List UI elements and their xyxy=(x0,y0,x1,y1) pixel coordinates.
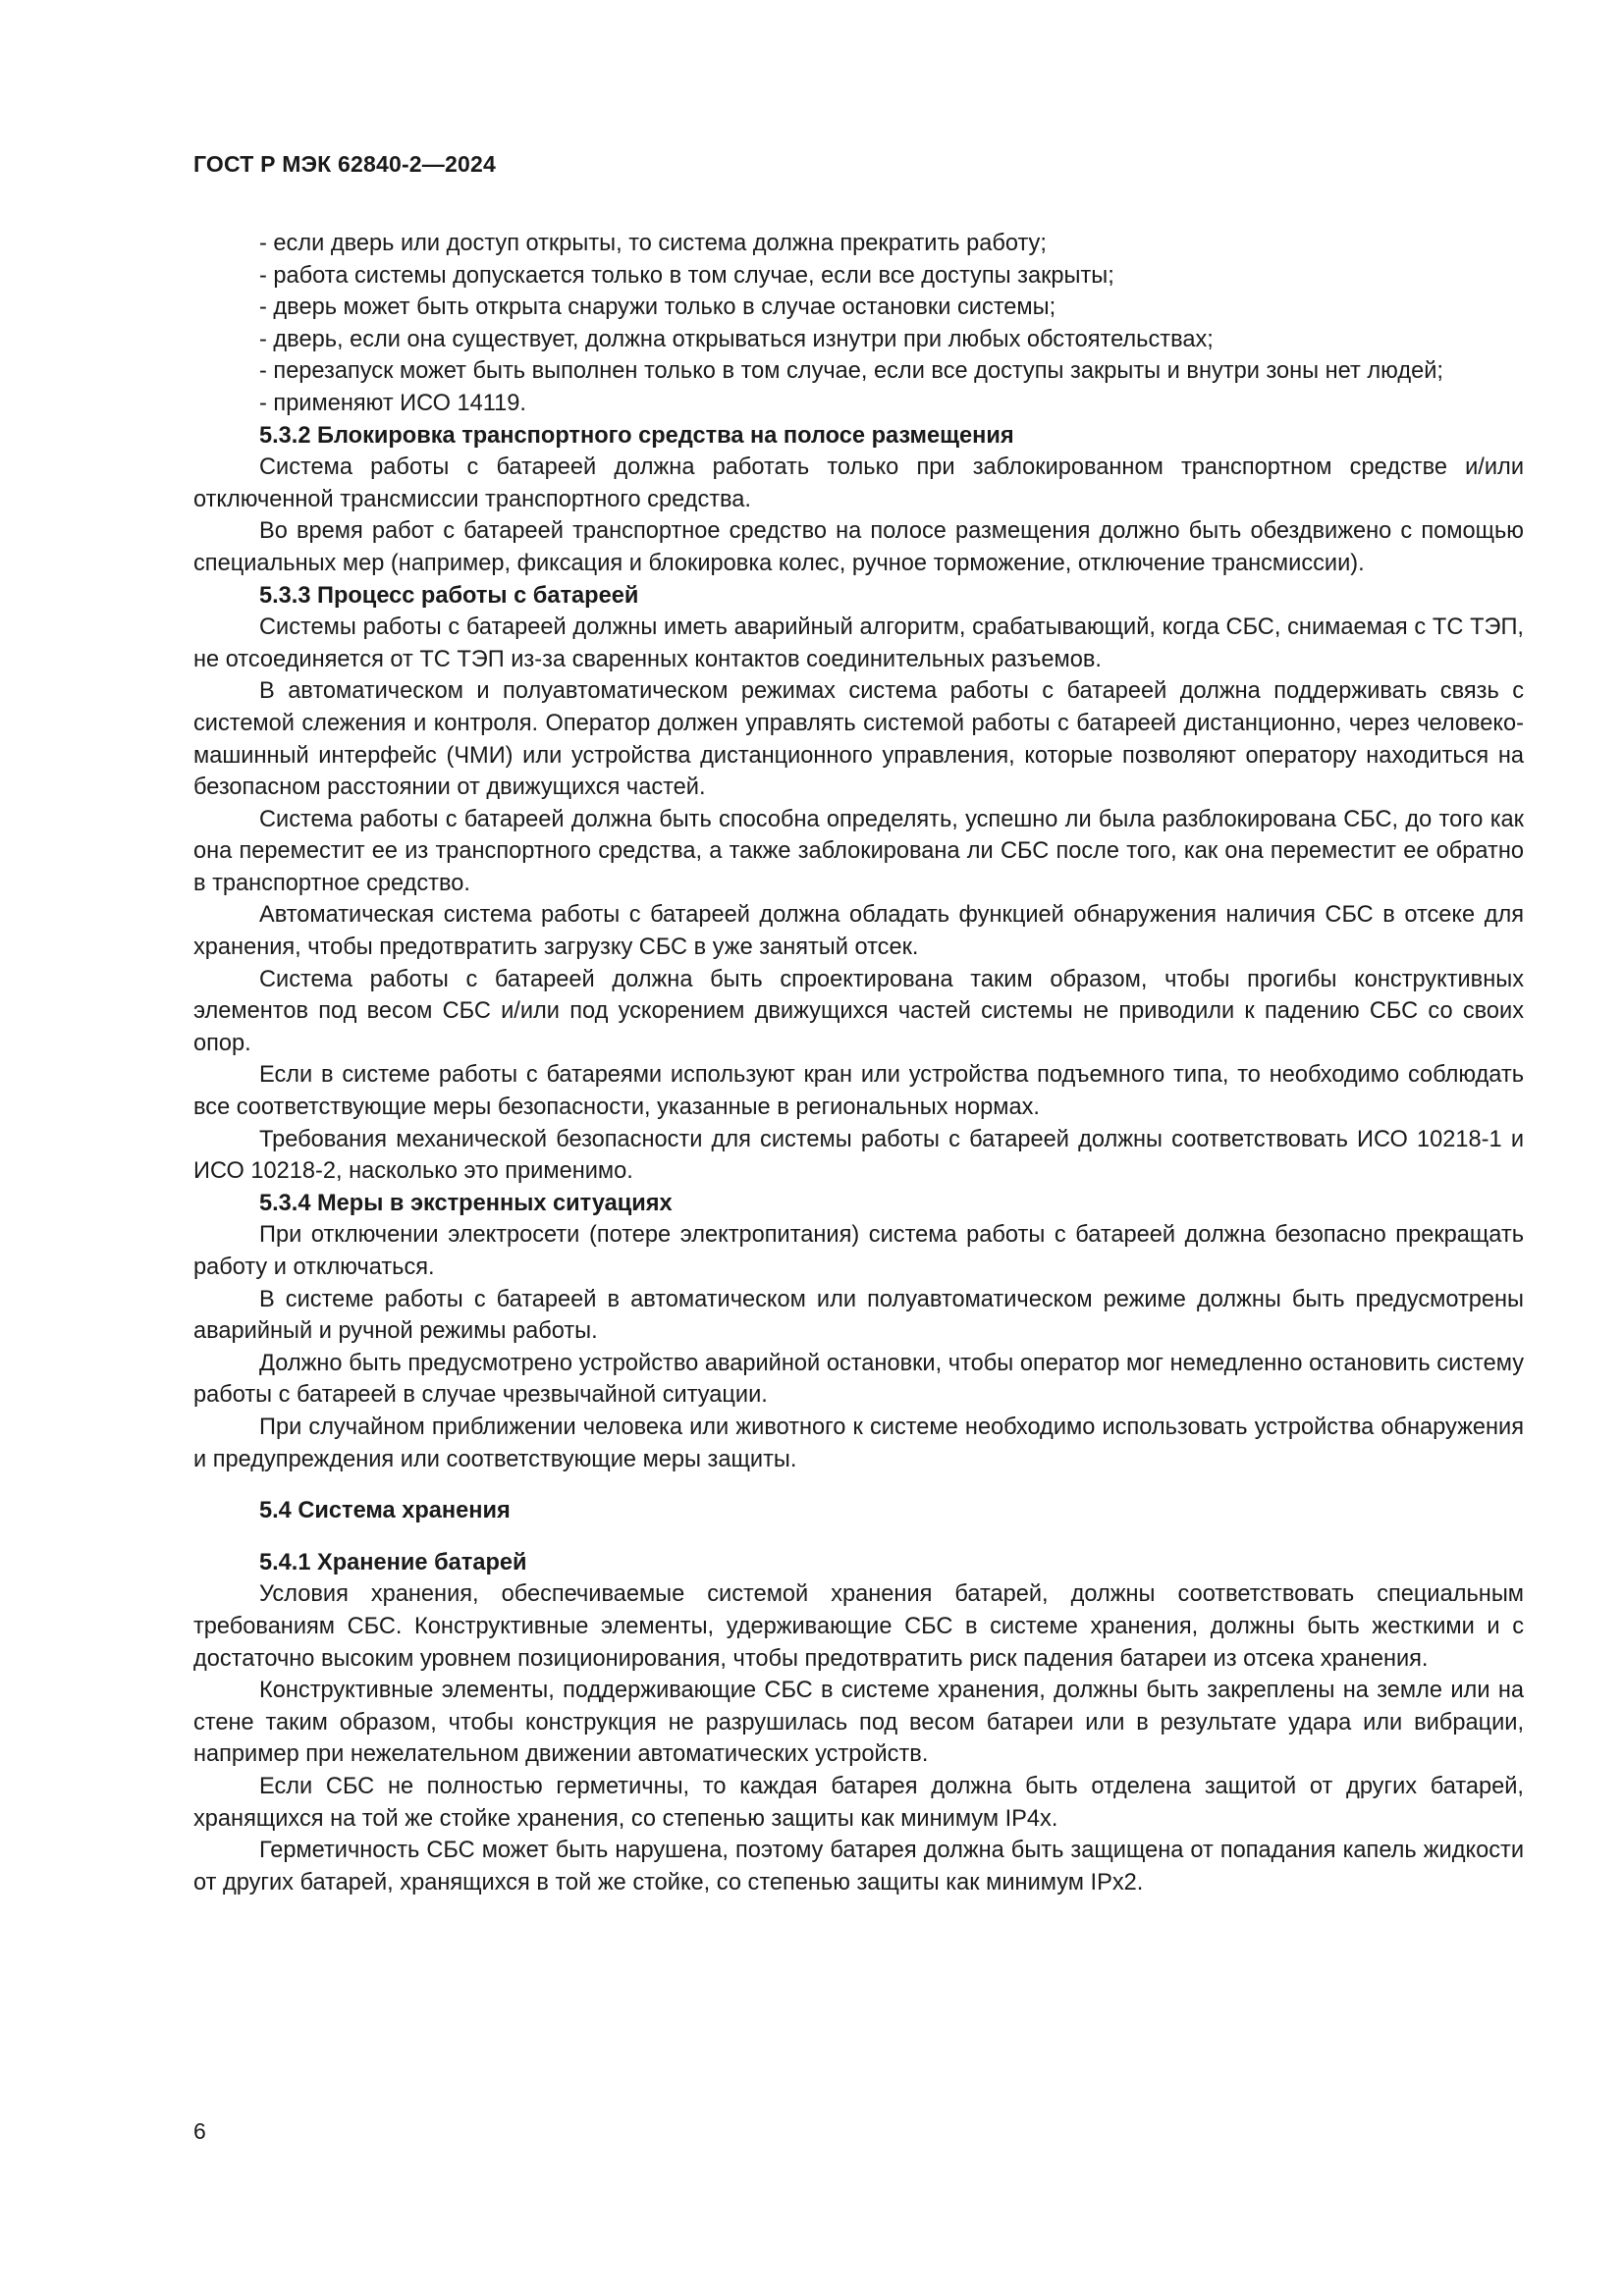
paragraph: Если СБС не полностью герметичны, то каждая батарея должна быть отделена защитой от других батарей, хранящихся на той же стойке хранения, со степенью защиты как минимум IP4x. xyxy=(193,1773,1524,1832)
section-heading-5-3-2: 5.3.2 Блокировка транспортного средства на полосе размещения xyxy=(259,422,1014,449)
section-heading-5-3-3: 5.3.3 Процесс работы с батареей xyxy=(259,582,639,609)
list-item: - работа системы допускается только в том случае, если все доступы закрыты; xyxy=(259,262,1114,289)
paragraph: Во время работ с батареей транспортное средство на полосе размещения должно быть обездвижено с помощью специальных мер (например, фиксация и блокировка колес, ручное торможение, отключение трансмиссии). xyxy=(193,518,1524,576)
paragraph: Должно быть предусмотрено устройство аварийной остановки, чтобы оператор мог немедленно остановить систему работы с батареей в случае чрезвычайной ситуации. xyxy=(193,1350,1524,1409)
section-heading-5-4: 5.4 Система хранения xyxy=(259,1498,511,1524)
paragraph: Условия хранения, обеспечиваемые системой хранения батарей, должны соответствовать специальным требованиям СБС. Конструктивные элементы, удерживающие СБС в системе хранения, должны быть жесткими и с достаточно высоким уровнем позиционирования, чтобы предотвратить риск падения батареи из отсека хранения. xyxy=(193,1581,1524,1672)
section-heading-5-4-1: 5.4.1 Хранение батарей xyxy=(259,1549,527,1575)
paragraph: В автоматическом и полуавтоматическом режимах система работы с батареей должна поддерживать связь с системой слежения и контроля. Оператор должен управлять системой работы с батареей дистанционно, через человеко-машинный интерфейс (ЧМИ) или устройства дистанционного управления, которые позволяют оператору находиться на безопасном расстоянии от движущихся частей. xyxy=(193,678,1524,801)
paragraph: Система работы с батареей должна быть способна определять, успешно ли была разблокирована СБС, до того как она переместит ее из транспортного средства, а также заблокирована ли СБС после того, как она переместит ее обратно в транспортное средство. xyxy=(193,806,1524,896)
list-item: - применяют ИСО 14119. xyxy=(259,390,526,416)
paragraph: Автоматическая система работы с батареей должна обладать функцией обнаружения наличия СБС в отсеке для хранения, чтобы предотвратить загрузку СБС в уже занятый отсек. xyxy=(193,902,1524,961)
section-heading-5-3-4: 5.3.4 Меры в экстренных ситуациях xyxy=(259,1190,673,1216)
document-body xyxy=(193,228,1524,1898)
paragraph: Система работы с батареей должна быть спроектирована таким образом, чтобы прогибы конструктивных элементов под весом СБС и/или под ускорением движущихся частей системы не приводили к падению СБС со своих опор. xyxy=(193,966,1524,1056)
list-item: - если дверь или доступ открыты, то система должна прекратить работу; xyxy=(259,231,1047,256)
paragraph: При случайном приближении человека или животного к системе необходимо использовать устройства обнаружения и предупреждения или соответствующие меры защиты. xyxy=(193,1414,1524,1472)
list-item: - дверь, если она существует, должна открываться изнутри при любых обстоятельствах; xyxy=(259,326,1214,352)
list-item: - перезапуск может быть выполнен только в том случае, если все доступы закрыты и внутри зоны нет людей; xyxy=(259,358,1443,385)
paragraph: Если в системе работы с батареями используют кран или устройства подъемного типа, то необходимо соблюдать все соответствующие меры безопасности, указанные в региональных нормах. xyxy=(193,1062,1524,1121)
paragraph: При отключении электросети (потере электропитания) система работы с батареей должна безопасно прекращать работу и отключаться. xyxy=(193,1222,1524,1280)
paragraph: Система работы с батареей должна работать только при заблокированном транспортном средстве и/или отключенной трансмиссии транспортного средства. xyxy=(193,454,1524,512)
list-item: - дверь может быть открыта снаружи только в случае остановки системы; xyxy=(259,294,1056,321)
page-number: 6 xyxy=(193,2118,206,2144)
paragraph: Герметичность СБС может быть нарушена, поэтому батарея должна быть защищена от попадания капель жидкости от других батарей, хранящихся в той же стойке, со степенью защиты как минимум IPx2. xyxy=(193,1838,1524,1896)
paragraph: Требования механической безопасности для системы работы с батареей должны соответствовать ИСО 10218-1 и ИСО 10218-2, насколько это применимо. xyxy=(193,1126,1524,1185)
paragraph: Системы работы с батареей должны иметь аварийный алгоритм, срабатывающий, когда СБС, снимаемая с ТС ТЭП, не отсоединяется от ТС ТЭП из-за сваренных контактов соединительных разъемов. xyxy=(193,614,1524,672)
paragraph: Конструктивные элементы, поддерживающие СБС в системе хранения, должны быть закреплены на земле или на стене таким образом, чтобы конструкция не разрушилась под весом батареи или в результате удара или вибрации, например при нежелательном движении автоматических устройств. xyxy=(193,1678,1524,1768)
document-id: ГОСТ Р МЭК 62840-2—2024 xyxy=(193,151,496,177)
paragraph: В системе работы с батареей в автоматическом или полуавтоматическом режиме должны быть предусмотрены аварийный и ручной режимы работы. xyxy=(193,1286,1524,1345)
